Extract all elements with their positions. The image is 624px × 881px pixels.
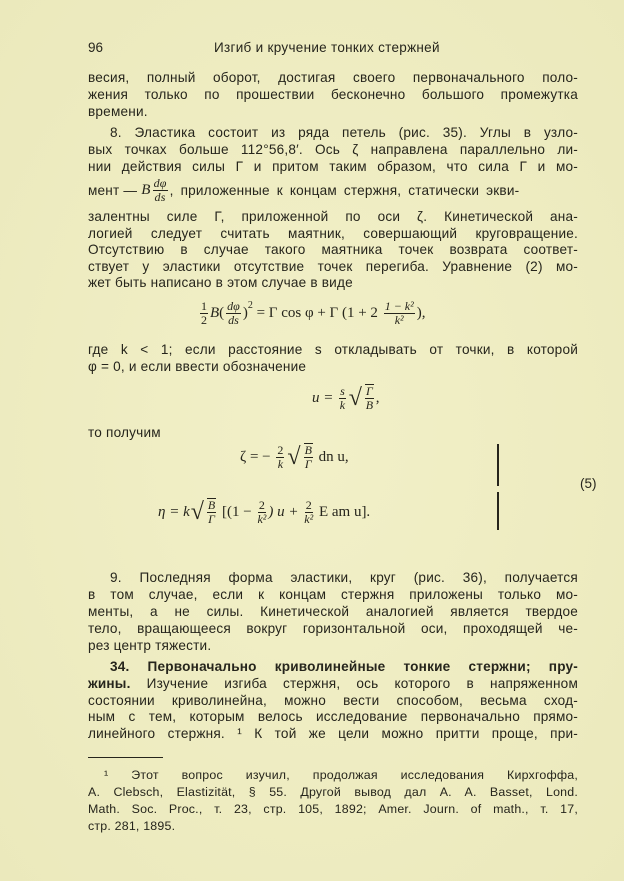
equation-u (312, 384, 380, 412)
rhs: [(1 − (218, 503, 256, 520)
sqrt-icon: √ (348, 384, 362, 411)
fraction: B Γ (207, 498, 216, 526)
rhs: dn u, (314, 448, 349, 465)
text-line: состоянии криволинейна, можно вести способом, весьма сход- (88, 693, 578, 708)
text-line (88, 675, 578, 692)
lhs: ζ = − (240, 448, 275, 465)
section-heading: 34. Первоначально криволинейные тонкие стержни; пру- (110, 659, 578, 674)
page-number: 96 (88, 40, 104, 55)
equation-zeta (240, 443, 349, 471)
text-line: где k < 1; если расстояние s откладывать от точки, в которой (88, 342, 578, 357)
text-line: рез центр тяжести. (88, 638, 212, 653)
text-line: линейного стержня. ¹ К той же цели можно притти проще, при- (88, 726, 578, 741)
moment-line (88, 177, 578, 204)
fraction (153, 177, 168, 204)
text-line: в том случае, если к концам стержня приложены только мо- (88, 587, 578, 602)
equation-number: (5) (580, 476, 597, 491)
fraction: dφ ds (227, 299, 240, 327)
text: мент — (88, 183, 142, 198)
footnote-line: Math. Soc. Proc., т. 23, стр. 105, 1892; Amer. Journ. of math., т. 17, (88, 802, 578, 816)
fraction: $\frac{2}{\text{k²}}$ (257, 497, 267, 526)
rhs: ) u + (268, 503, 303, 520)
text-line: тело, вращающееся вокруг горизонтальной оси, проходящей че- (88, 621, 578, 636)
text-line: логией следует считать маятник, совершающий круговращение. (88, 226, 578, 241)
denominator: ds (154, 190, 166, 204)
text-line: ствует у эластики отсутствие точек перегиба. Уравнение (2) мо- (88, 259, 578, 274)
numerator: dφ (153, 176, 167, 190)
text-line: φ = 0, и если ввести обозначение (88, 359, 307, 374)
text-line: ным с тем, которым велось исследование первоначально прямо- (88, 709, 578, 724)
rhs: ), (416, 305, 426, 321)
text: Изучение изгиба стержня, ось которого в напряженном (130, 676, 578, 691)
running-title: Изгиб и кручение тонких стержней (214, 40, 440, 55)
footnote-line: ¹ Этот вопрос изучил, продолжая исследования Кирхгоффа, (104, 768, 578, 782)
fraction: $\frac{2}{\text{k²}}$ (304, 497, 314, 526)
fraction: $\frac{s}{k}$ (339, 383, 346, 412)
system-brace (497, 444, 499, 486)
text-line: то получим (88, 425, 161, 440)
text: , приложенные к концам стержня, статически экви- (169, 183, 520, 198)
fraction: Γ B (365, 384, 374, 412)
text-line: залентны силе Γ, приложенной по оси ζ. Кинетической ана- (88, 209, 578, 224)
lhs: u = (312, 389, 338, 406)
fraction: 1 − k² k² (384, 299, 414, 327)
footnote-line: стр. 281, 1895. (88, 819, 176, 833)
sqrt-icon: √ (190, 498, 204, 525)
equation-eta (158, 498, 370, 526)
fraction: $\frac{2}{k}$ (277, 442, 284, 471)
text-line: вых точках больше 112°56,8′. Ось ζ направлена параллельно ли- (88, 142, 578, 157)
footnote-rule (88, 757, 163, 758)
text-line: 9. Последняя форма эластики, круг (рис. 36), получается (110, 570, 578, 585)
lhs: η = k (158, 503, 190, 520)
rhs: = Γ cos φ + Γ (1 + 2 (252, 305, 382, 321)
text-line: 8. Эластика состоит из ряда петель (рис. 35). Углы в узло- (110, 125, 578, 140)
text-line: жения только по прошествии бесконечно большого промежутка (88, 87, 578, 102)
footnote-line: A. Clebsch, Elastizität, § 55. Другой вывод дал A. A. Basset, Lond. (88, 785, 578, 799)
text-line: весия, полный оборот, достигая своего первоначального поло- (88, 70, 578, 85)
text-line: жет быть написано в этом случае в виде (88, 275, 353, 290)
rhs: E am u]. (315, 503, 371, 520)
fraction: B Γ (304, 443, 312, 471)
text-line: Отсутствию в случае такого маятника точек возврата соответ- (88, 242, 578, 257)
exponent: 2 (247, 300, 253, 311)
section-heading: жины. (88, 676, 131, 691)
sqrt-icon: √ (287, 443, 301, 470)
punct: , (375, 389, 380, 406)
symbol-B: B (141, 182, 151, 198)
text-line: нии действия силы Γ и притом таким образом, что сила Γ и мо- (88, 159, 578, 174)
fraction: 1 2 (201, 299, 207, 327)
equation-energy: 1 2 B ( dφ ds ) $^2$ = Γ cos φ + Γ (1 + 2 1 − k² k² ), (201, 299, 426, 327)
text-line: времени. (88, 104, 148, 119)
text-line: менты, а не силы. Кинетической аналогией является твердое (88, 604, 578, 619)
symbol: B (210, 305, 220, 321)
system-brace (497, 492, 499, 530)
